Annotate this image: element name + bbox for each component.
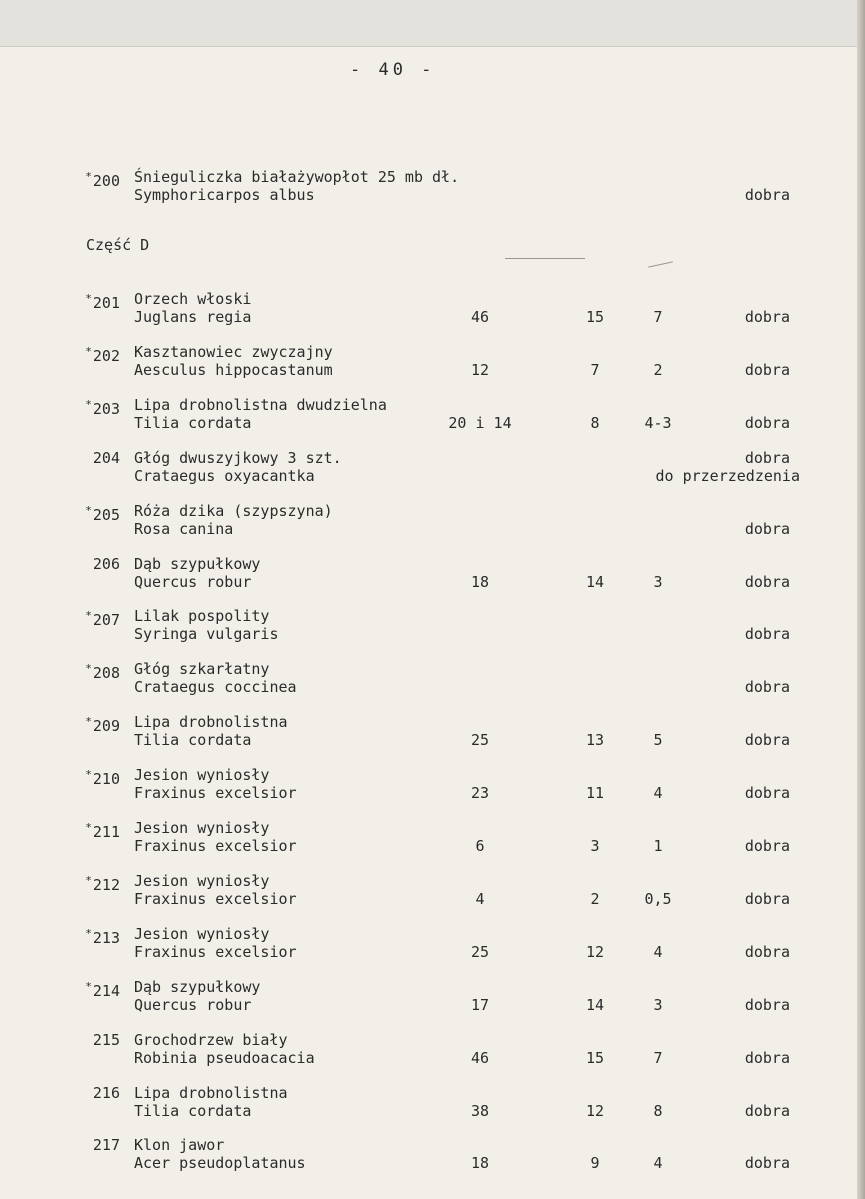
- latin-name: Acer pseudoplatanus: [134, 1154, 306, 1172]
- height-value: 25: [470, 731, 490, 749]
- latin-name: Tilia cordata: [134, 731, 252, 749]
- latin-name: Fraxinus excelsior: [134, 784, 297, 802]
- age-value: 5: [653, 731, 663, 749]
- entry-number: 216: [92, 1084, 120, 1102]
- entry-number: *202: [85, 345, 120, 365]
- entry-number: *205: [85, 504, 120, 524]
- marker-symbol: *: [85, 292, 92, 305]
- polish-name: Lipa drobnolistna: [134, 713, 288, 731]
- age-value: 4: [653, 784, 663, 802]
- latin-name: Tilia cordata: [134, 1102, 252, 1120]
- condition: dobra: [744, 996, 790, 1014]
- latin-name: Crataegus coccinea: [134, 678, 297, 696]
- age-value: 8: [653, 1102, 663, 1120]
- condition: dobra: [744, 308, 790, 326]
- latin-name: Fraxinus excelsior: [134, 943, 297, 961]
- marker-symbol: *: [85, 715, 92, 728]
- pencil-mark: [648, 261, 673, 267]
- condition: dobra: [744, 186, 790, 204]
- latin-name: Syringa vulgaris: [134, 625, 279, 643]
- entry-number: *200: [85, 170, 120, 190]
- polish-name: Dąb szypułkowy: [134, 978, 261, 996]
- entry-number: 204: [92, 449, 120, 467]
- crown-value: 15: [585, 1049, 605, 1067]
- polish-name: Dąb szypułkowy: [134, 555, 261, 573]
- condition: dobra: [744, 890, 790, 908]
- polish-name: Klon jawor: [134, 1136, 225, 1154]
- latin-name: Aesculus hippocastanum: [134, 361, 333, 379]
- condition: dobra: [744, 520, 790, 538]
- condition-note: do przerzedzenia: [655, 467, 800, 485]
- page-number: - 40 -: [350, 60, 436, 80]
- height-value: 17: [470, 996, 490, 1014]
- height-value: 12: [470, 361, 490, 379]
- condition: dobra: [744, 837, 790, 855]
- marker-symbol: *: [85, 662, 92, 675]
- latin-name: Quercus robur: [134, 573, 252, 591]
- age-value: 7: [653, 1049, 663, 1067]
- age-value: 4-3: [644, 414, 672, 432]
- crown-value: 7: [590, 361, 600, 379]
- section-title: Część D: [86, 236, 150, 254]
- polish-name: Orzech włoski: [134, 290, 252, 308]
- height-value: 25: [470, 943, 490, 961]
- condition: dobra: [744, 784, 790, 802]
- crown-value: 3: [590, 837, 600, 855]
- crown-value: 13: [585, 731, 605, 749]
- condition: dobra: [744, 678, 790, 696]
- height-value: 38: [470, 1102, 490, 1120]
- page-top-edge: [0, 0, 865, 47]
- condition: dobra: [744, 449, 790, 467]
- height-value: 6: [475, 837, 485, 855]
- polish-name: Lilak pospolity: [134, 607, 270, 625]
- entry-number: 217: [92, 1136, 120, 1154]
- crown-value: 14: [585, 996, 605, 1014]
- crown-value: 12: [585, 943, 605, 961]
- entry-number: *208: [85, 662, 120, 682]
- age-value: 4: [653, 943, 663, 961]
- marker-symbol: *: [85, 980, 92, 993]
- latin-name: Fraxinus excelsior: [134, 837, 297, 855]
- latin-name: Juglans regia: [134, 308, 252, 326]
- age-value: 2: [653, 361, 663, 379]
- condition: dobra: [744, 414, 790, 432]
- condition: dobra: [744, 1154, 790, 1172]
- crown-value: 11: [585, 784, 605, 802]
- marker-symbol: *: [85, 398, 92, 411]
- height-value: 46: [470, 308, 490, 326]
- polish-name: Lipa drobnolistna: [134, 1084, 288, 1102]
- page-right-edge: [857, 0, 865, 1199]
- latin-name: Robinia pseudoacacia: [134, 1049, 315, 1067]
- condition: dobra: [744, 573, 790, 591]
- condition: dobra: [744, 1049, 790, 1067]
- polish-name: Lipa drobnolistna dwudzielna: [134, 396, 387, 414]
- condition: dobra: [744, 1102, 790, 1120]
- height-value: 18: [470, 573, 490, 591]
- marker-symbol: *: [85, 504, 92, 517]
- marker-symbol: *: [85, 821, 92, 834]
- entry-number: *201: [85, 292, 120, 312]
- entry-number: *212: [85, 874, 120, 894]
- latin-name: Symphoricarpos albus: [134, 186, 315, 204]
- condition: dobra: [744, 943, 790, 961]
- entry-number: *207: [85, 609, 120, 629]
- marker-symbol: *: [85, 170, 92, 183]
- height-value: 4: [475, 890, 485, 908]
- latin-name: Crataegus oxyacantka: [134, 467, 315, 485]
- latin-name: Tilia cordata: [134, 414, 252, 432]
- marker-symbol: *: [85, 927, 92, 940]
- condition: dobra: [744, 731, 790, 749]
- polish-name: Jesion wyniosły: [134, 872, 270, 890]
- height-value: 20 i 14: [448, 414, 512, 432]
- height-value: 46: [470, 1049, 490, 1067]
- polish-name: Jesion wyniosły: [134, 766, 270, 784]
- entry-number: 215: [92, 1031, 120, 1049]
- marker-symbol: *: [85, 874, 92, 887]
- polish-name: Grochodrzew biały: [134, 1031, 288, 1049]
- crown-value: 12: [585, 1102, 605, 1120]
- entry-number: *203: [85, 398, 120, 418]
- crown-value: 15: [585, 308, 605, 326]
- polish-name: Głóg dwuszyjkowy 3 szt.: [134, 449, 342, 467]
- entry-number: *209: [85, 715, 120, 735]
- latin-name: Fraxinus excelsior: [134, 890, 297, 908]
- crown-value: 8: [590, 414, 600, 432]
- age-value: 3: [653, 573, 663, 591]
- polish-name: Kasztanowiec zwyczajny: [134, 343, 333, 361]
- entry-number: *214: [85, 980, 120, 1000]
- marker-symbol: *: [85, 345, 92, 358]
- condition: dobra: [744, 625, 790, 643]
- polish-name: Jesion wyniosły: [134, 925, 270, 943]
- entry-number: *213: [85, 927, 120, 947]
- latin-name: Quercus robur: [134, 996, 252, 1014]
- crown-value: 9: [590, 1154, 600, 1172]
- polish-name: Róża dzika (szypszyna): [134, 502, 333, 520]
- polish-name: Jesion wyniosły: [134, 819, 270, 837]
- age-value: 1: [653, 837, 663, 855]
- marker-symbol: *: [85, 609, 92, 622]
- condition: dobra: [744, 361, 790, 379]
- age-value: 0,5: [644, 890, 672, 908]
- age-value: 3: [653, 996, 663, 1014]
- age-value: 7: [653, 308, 663, 326]
- polish-name: Głóg szkarłatny: [134, 660, 270, 678]
- age-value: 4: [653, 1154, 663, 1172]
- entry-number: 206: [92, 555, 120, 573]
- height-value: 23: [470, 784, 490, 802]
- polish-name: Śnieguliczka białażywopłot 25 mb dł.: [134, 168, 460, 186]
- height-value: 18: [470, 1154, 490, 1172]
- crown-value: 2: [590, 890, 600, 908]
- marker-symbol: *: [85, 768, 92, 781]
- latin-name: Rosa canina: [134, 520, 234, 538]
- entry-number: *210: [85, 768, 120, 788]
- entry-number: *211: [85, 821, 120, 841]
- pencil-mark: [505, 258, 585, 259]
- crown-value: 14: [585, 573, 605, 591]
